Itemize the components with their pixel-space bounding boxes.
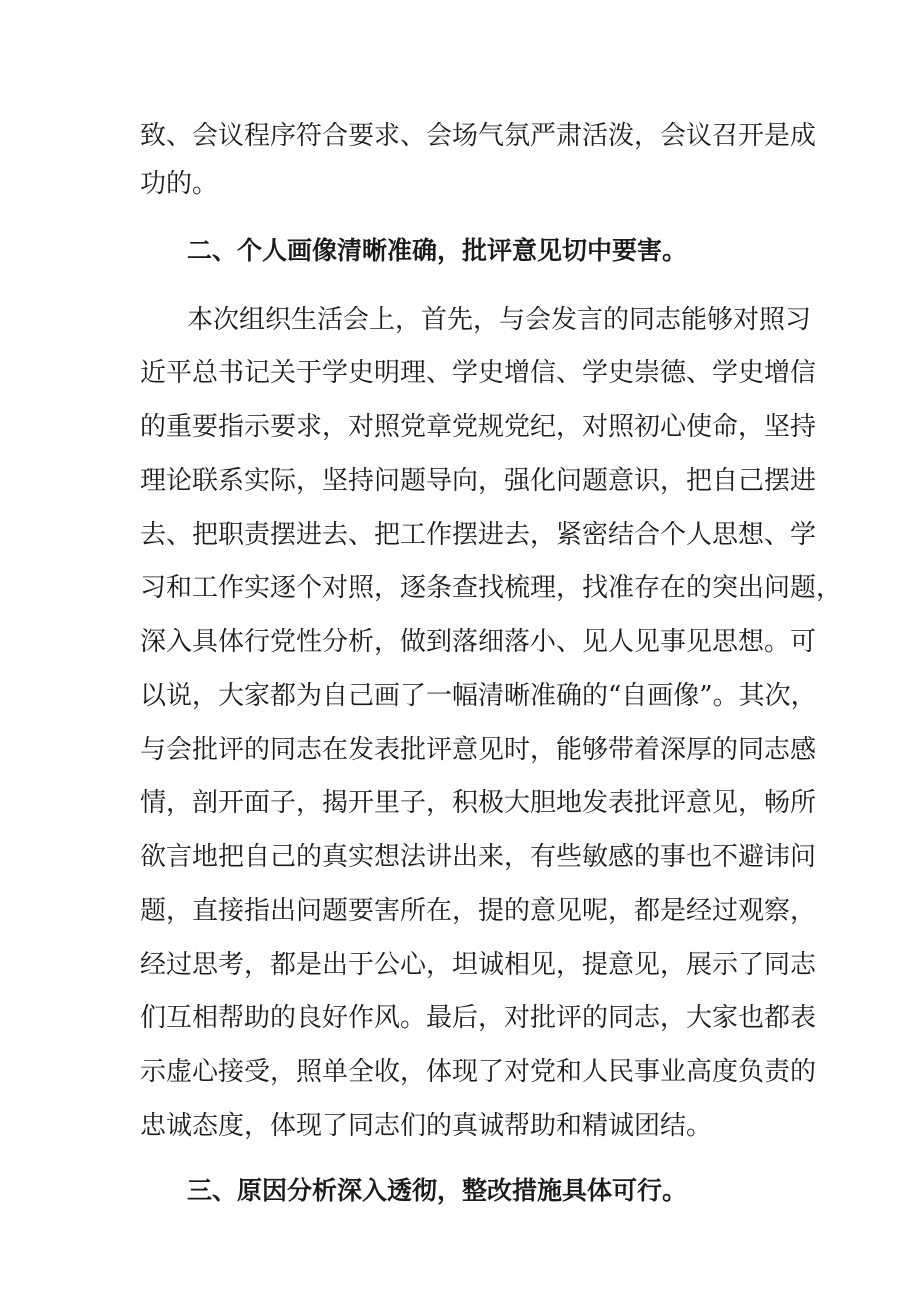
section-two-line-11: 欲言地把自己的真实想法讲出来，有些敏感的事也不避讳问 bbox=[140, 842, 817, 872]
section-two-heading: 二、个人画像清晰准确，批评意见切中要害。 bbox=[187, 236, 688, 265]
section-two-line-10: 情，剖开面子，揭开里子，积极大胆地发表批评意见，畅所 bbox=[140, 788, 817, 818]
section-three-heading: 三、原因分析深入透彻，整改措施具体可行。 bbox=[187, 1176, 688, 1205]
section-two-line-8: 以说，大家都为自己画了一幅清晰准确的“自画像”。其次， bbox=[140, 681, 817, 711]
section-two-line-14: 们互相帮助的良好作风。最后，对批评的同志，大家也都表 bbox=[140, 1003, 817, 1033]
section-two-line-4: 理论联系实际，坚持问题导向，强化问题意识，把自己摆进 bbox=[140, 466, 817, 496]
section-two-line-2: 近平总书记关于学史明理、学史增信、学史崇德、学史增信 bbox=[140, 358, 817, 388]
section-two-line-6: 习和工作实逐个对照，逐条查找梳理，找准存在的突出问题， bbox=[140, 573, 843, 603]
section-two-line-13: 经过思考，都是出于公心，坦诚相见，提意见，展示了同志 bbox=[140, 950, 817, 980]
intro-line-1: 致、会议程序符合要求、会场气氛严肃活泼，会议召开是成 bbox=[140, 121, 817, 151]
section-two-line-1: 本次组织生活会上，首先，与会发言的同志能够对照习 bbox=[187, 305, 812, 335]
section-two-line-5: 去、把职责摆进去、把工作摆进去，紧密结合个人思想、学 bbox=[140, 520, 817, 550]
section-two-line-15: 示虚心接受，照单全收，体现了对党和人民事业高度负责的 bbox=[140, 1057, 817, 1087]
intro-line-2: 功的。 bbox=[140, 169, 219, 199]
section-two-line-9: 与会批评的同志在发表批评意见时，能够带着深厚的同志感 bbox=[140, 735, 817, 765]
section-two-line-12: 题，直接指出问题要害所在，提的意见呢，都是经过观察， bbox=[140, 896, 817, 926]
section-two-line-3: 的重要指示要求，对照党章党规党纪，对照初心使命，坚持 bbox=[140, 412, 817, 442]
section-two-line-16: 忠诚态度，体现了同志们的真诚帮助和精诚团结。 bbox=[140, 1111, 713, 1141]
section-two-line-7: 深入具体行党性分析，做到落细落小、见人见事见思想。可 bbox=[140, 627, 817, 657]
